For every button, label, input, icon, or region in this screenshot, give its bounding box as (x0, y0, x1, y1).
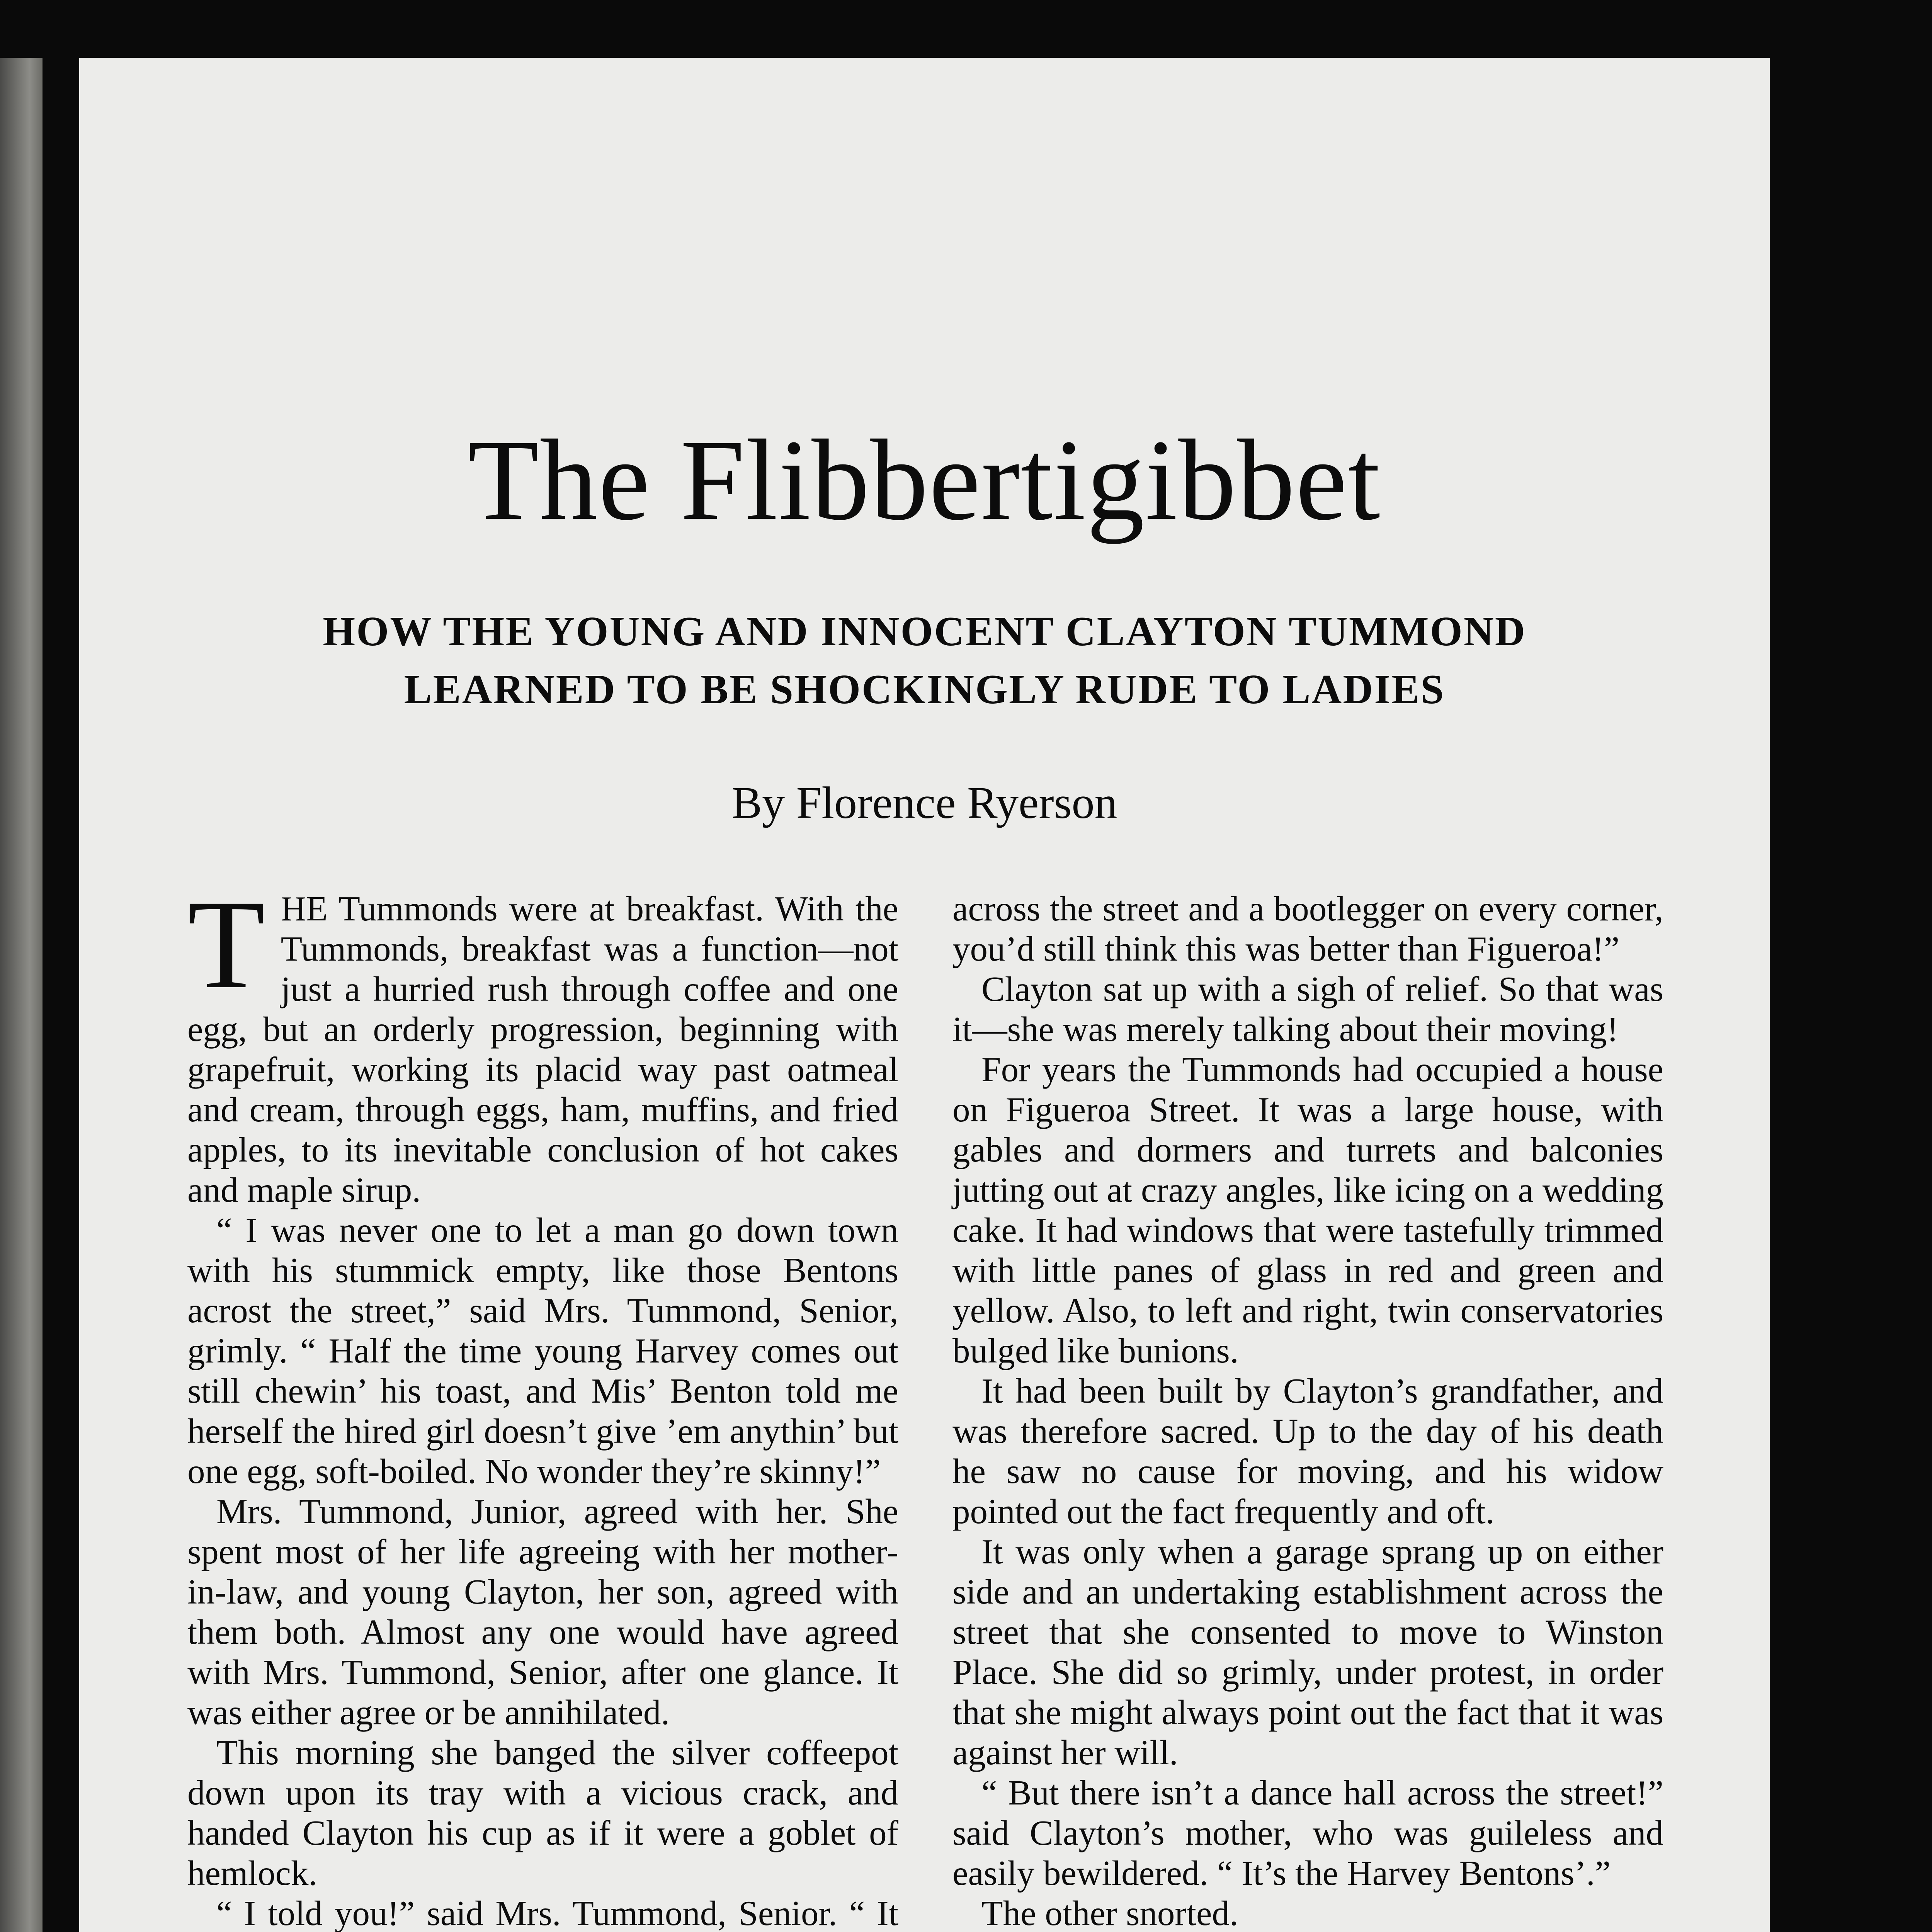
paragraph: across the street and a bootlegger on every corner, you’d still think this was better than Figueroa!” (952, 889, 1663, 968)
magazine-page (79, 58, 1770, 1932)
paragraph: “ But there isn’t a dance hall across the street!” said Clayton’s mother, who was guileless and easily bewildered. “ It’s the Harvey Bentons’.” (952, 1773, 1663, 1893)
article-subtitle (195, 603, 1654, 719)
subtitle-line-2: LEARNED TO BE SHOCKINGLY RUDE TO LADIES (404, 667, 1445, 713)
paragraph: “ I told you!” said Mrs. Tummond, Senior. “ It (216, 1894, 898, 1932)
paragraph: It had been built by Clayton’s grandfather, and was therefore sacred. Up to the day of his death he saw no cause for moving, and his widow pointed out the fact frequently and oft. (952, 1371, 1663, 1531)
article-title: The Flibbertigibbet (468, 416, 1381, 544)
paragraph: “ I was never one to let a man go down town with his stummick empty, like those Bentons acrost the street,” said Mrs. Tummond, Senior, grimly. “ Half the time young Harvey comes out still chewin’ his toast, and Mis’ Benton told me herself the hired girl doesn’t give ’em anythin’ but one egg, soft-boiled. No wonder they’re skinny!” (187, 1211, 898, 1491)
paragraph: THE Tummonds were at breakfast. With the Tummonds, breakfast was a function—not just a hurried rush through coffee and one egg, but an orderly progression, beginning with grapefruit, working its placid way past oatmeal and cream, through eggs, ham, muffins, and fried apples, to its inevitable conclusion of hot cakes and maple sirup. (187, 874, 898, 1209)
byline: By Florence Ryerson (731, 777, 1117, 828)
drop-cap: T (187, 874, 265, 1015)
adjacent-page-edge (0, 58, 43, 1932)
paragraph: Clayton sat up with a sigh of relief. So that was it—she was merely talking about their moving! (952, 969, 1663, 1049)
paragraph: The other snorted. (981, 1894, 1238, 1932)
subtitle-line-1: HOW THE YOUNG AND INNOCENT CLAYTON TUMMOND (323, 609, 1526, 655)
paragraph: This morning she banged the silver coffeepot down upon its tray with a vicious crack, and handed Clayton his cup as if it were a goblet of hemlock. (187, 1733, 898, 1893)
paragraph: For years the Tummonds had occupied a house on Figueroa Street. It was a large house, with gables and dormers and turrets and balconies jutting out at crazy angles, like icing on a wedding cake. It had windows that were tastefully trimmed with little panes of glass in red and green and yellow. Also, to left and right, twin conservatories bulged like bunions. (952, 1050, 1663, 1370)
paragraph: Mrs. Tummond, Junior, agreed with her. She spent most of her life agreeing with her mother-in-law, and young Clayton, her son, agreed with them both. Almost any one would have agreed with Mrs. Tummond, Senior, after one glance. It was either agree or be annihilated. (187, 1492, 898, 1732)
text-column-right (952, 889, 1663, 1932)
text-column-left (187, 874, 898, 1932)
paragraph: It was only when a garage sprang up on either side and an undertaking establishment across the street that she consented to move to Winston Place. She did so grimly, under protest, in order that she might always point out the fact that it was against her will. (952, 1532, 1663, 1772)
